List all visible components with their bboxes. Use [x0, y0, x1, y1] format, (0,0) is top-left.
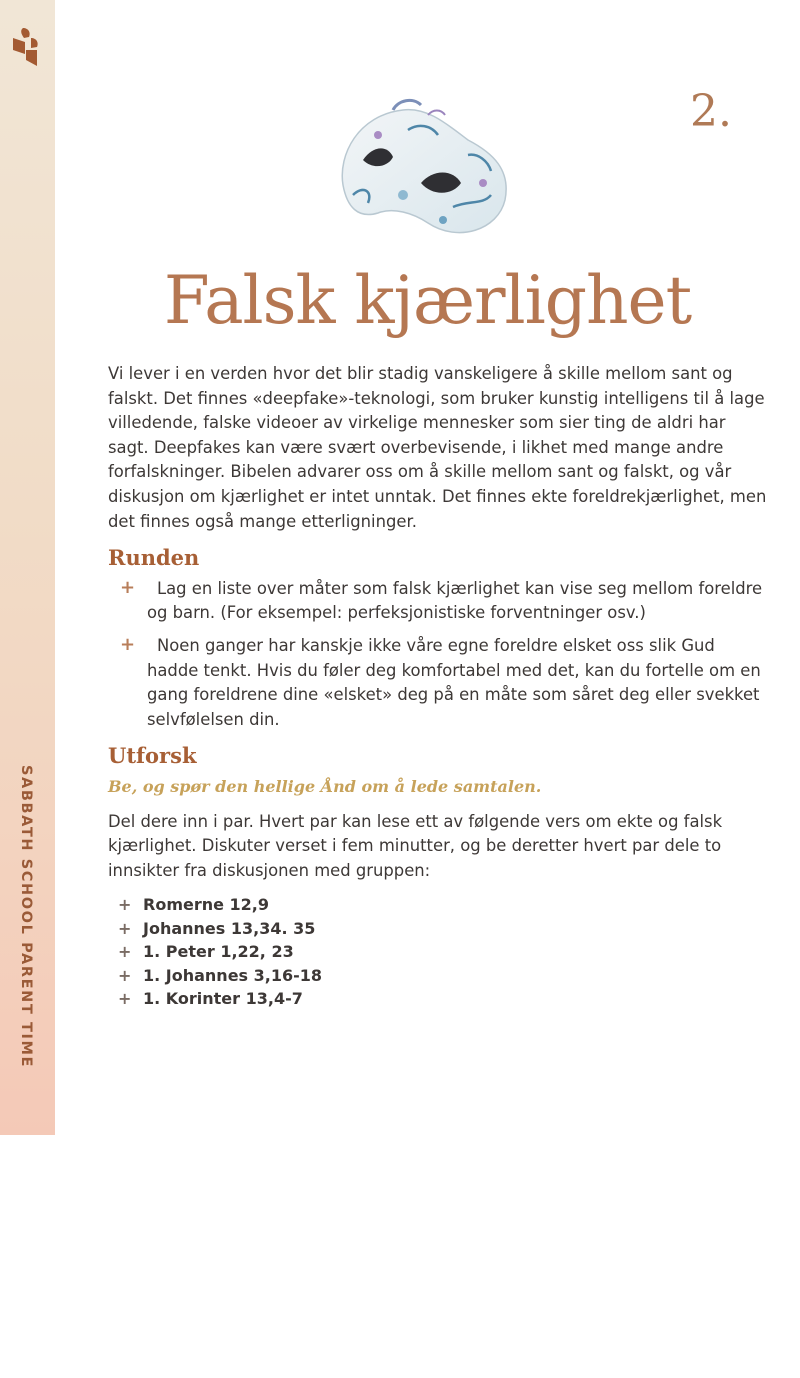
list-item: + Noen ganger har kanskje ikke våre egne foreldre elsket oss slik Gud hadde tenkt. Hvis du føler deg komfortabel med det, kan du fortelle om en gang foreldrene dine «elsket» deg på en måte som såret deg eller svekket selvfølelsen din. [120, 633, 761, 729]
section-heading-utforsk: Utforsk [108, 743, 197, 769]
verse-item: + 1. Korinter 13,4-7 [108, 987, 768, 1011]
intro-paragraph: Vi lever i en verden hvor det blir stadig vanskeligere å skille mellom sant og falskt. Det finnes «deepfake»-teknologi, som bruker kunstig intelligens til å lage villedende, falske videoer av virkelige mennesker som sier ting de aldri har sagt. Deepfakes kan være svært overbevisende, i likhet med mange andre forfalskninger. Bibelen advarer oss om å skille mellom sant og falskt, og vår diskusjon om kjærlighet er intet unntak. Det finnes ekte foreldrekjærlighet, men det finnes også mange etterligninger. [108, 364, 767, 531]
list-item: + Lag en liste over måter som falsk kjærlighet kan vise seg mellom foreldre og barn. (For eksempel: perfeksjonistiske forventninger osv.) [120, 576, 763, 623]
plus-icon: + [118, 965, 132, 985]
runden-list [108, 577, 768, 733]
plus-icon: + [118, 989, 132, 1009]
section-heading-runden: Runden [108, 545, 200, 571]
plus-icon: + [118, 918, 132, 938]
page-title: Falsk kjærlighet [163, 262, 692, 339]
masquerade-mask-icon [333, 95, 513, 245]
main-content [108, 362, 768, 1011]
verse-item: + 1. Johannes 3,16-18 [108, 964, 768, 988]
brand-logo-icon [9, 26, 43, 70]
verse-list [108, 893, 768, 1011]
utforsk-paragraph: Del dere inn i par. Hvert par kan lese ett av følgende vers om ekte og falsk kjærlighet. Diskuter verset i fem minutter, og be deretter hvert par dele to innsikter fra diskusjonen med gruppen: [108, 811, 723, 880]
verse-item: + 1. Peter 1,22, 23 [108, 940, 768, 964]
plus-icon: + [118, 895, 132, 915]
plus-icon: + [120, 576, 136, 598]
prayer-prompt: Be, og spør den hellige Ånd om å lede samtalen. [108, 776, 542, 796]
verse-item: + Johannes 13,34. 35 [108, 917, 768, 941]
plus-icon: + [120, 633, 136, 655]
verse-item: + Romerne 12,9 [108, 893, 768, 917]
chapter-number: 2. [690, 86, 732, 137]
sidebar-strip: SABBATH SCHOOL PARENT TIME [0, 0, 55, 1135]
plus-icon: + [118, 942, 132, 962]
